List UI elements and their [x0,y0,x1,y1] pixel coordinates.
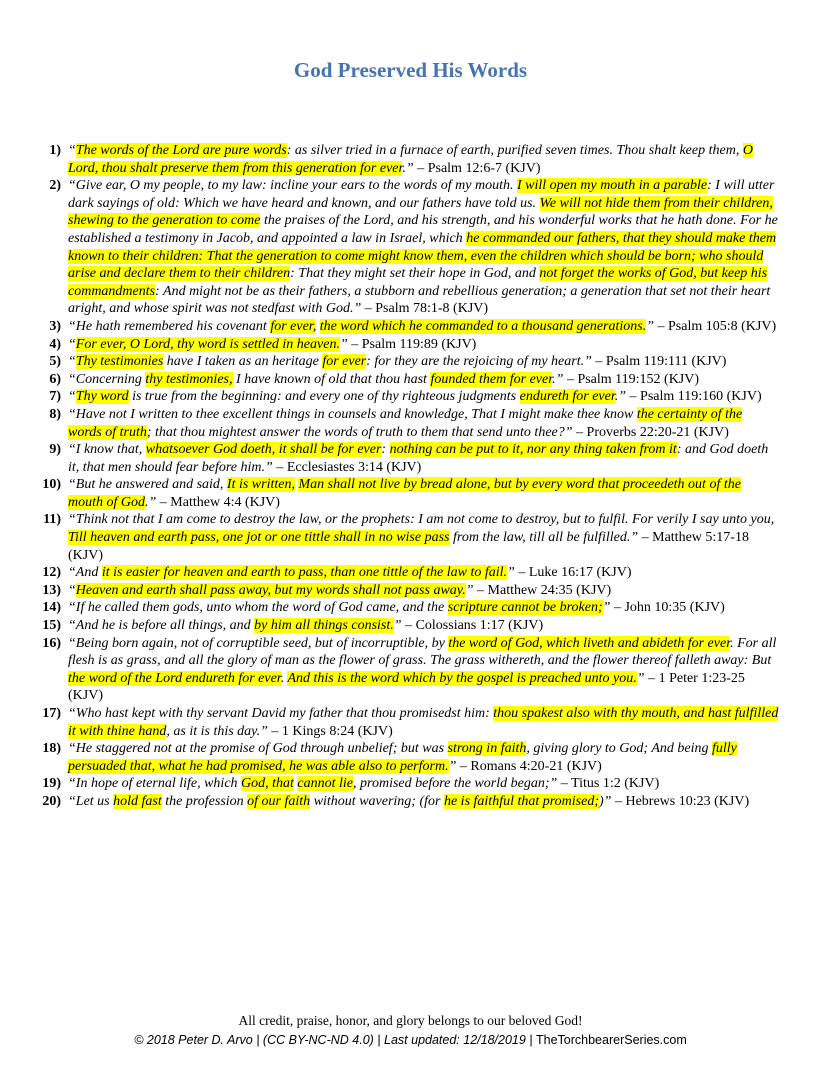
highlighted-text: founded them for ever [430,371,553,387]
quote-text: .” [402,160,418,176]
verse-number: 1) [49,143,61,158]
verse-number: 3) [49,318,61,334]
highlighted-text: he is faithful that promised; [443,793,600,809]
verse-item-9 [0,441,821,476]
verse-number: 18) [42,741,61,757]
highlighted-text: it is easier for heaven and earth to pass, than one tittle of the law to fail. [101,565,508,581]
verse-item-7 [0,388,821,406]
quote-text: “Give ear, O my people, to my law: incline your ears to the words of my mouth. [68,178,517,194]
verse-item-8 [0,406,821,441]
verse-text [68,476,779,511]
verse-text [68,371,779,389]
quote-text: : for they are the rejoicing of my heart.” [366,354,596,370]
verse-text [68,441,779,476]
quote-text: “Who hast kept with thy servant David my father that thou promisedst him: [68,706,494,721]
quote-text: “Being born again, not of corruptible seed, but of incorruptible, by [68,635,449,651]
verse-text [68,775,779,793]
quote-text: the praises of the Lord, and his strength, and his wonderful works that he hath done. For he established a testimony in Jacob, and appointed a law in Israel, which [68,213,778,246]
verse-reference: – Psalm 78:1-8 (KJV) [364,301,489,317]
quote-text: “ [68,143,76,158]
quote-text: ” [339,336,352,352]
verse-text [68,142,779,177]
verse-text [68,599,779,617]
quote-text: “ [68,336,76,352]
verse-reference: – Luke 16:17 (KJV) [518,565,632,581]
quote-text: : [381,442,390,458]
quote-text: : as silver tried in a furnace of earth, purified seven times. Thou shalt keep them, [286,143,743,158]
verse-item-5 [0,353,821,371]
quote-text: . [280,670,288,686]
verse-number: 13) [42,582,61,598]
highlighted-text: I will open my mouth in a parable [516,178,708,194]
quote-text: ” [646,318,658,334]
quote-text: “Let us [68,793,114,809]
quote-text: ” [448,758,460,774]
verse-item-1 [0,142,821,177]
verse-number: 16) [42,635,61,651]
quote-text: , giving glory to God; And being [526,741,712,757]
verse-item-2 [0,177,821,318]
verse-item-20 [0,793,821,811]
verse-text [68,388,779,406]
highlighted-text: strong in faith [447,741,527,757]
page-title: God Preserved His Words [293,58,528,82]
verse-text [68,705,779,740]
verse-number: 9) [49,442,61,458]
verse-item-11 [0,511,821,564]
highlighted-text: Man shall not live by bread alone, but by every word that proceedeth out of the mouth of God [68,477,741,510]
verse-number: 15) [42,618,61,634]
verse-text [68,177,779,318]
verse-text [68,511,779,564]
verse-reference: – Ecclesiastes 3:14 (KJV) [276,459,422,475]
verse-text [68,406,779,441]
verse-reference: – Psalm 119:152 (KJV) [566,371,700,387]
verse-item-19 [0,775,821,793]
verse-item-10 [0,476,821,511]
quote-text: : And might not be as their fathers, a stubborn and rebellious generation; a generation that set not their heart aright, and whose spirit was not stedfast with God.” [68,283,771,317]
verse-number: 11) [43,512,61,528]
verse-number: 5) [49,354,61,370]
quote-text: .” [552,371,567,387]
quote-text: ” [636,670,649,686]
quote-text: “I know that, [68,442,146,458]
quote-text: , as it is this day.” [166,723,272,739]
verse-item-16 [0,635,821,705]
verse-number: 4) [49,336,61,352]
highlighted-text: hold fast [113,793,162,809]
verse-number: 20) [42,793,61,809]
verse-item-17 [0,705,821,740]
verse-reference: – Psalm 12:6-7 (KJV) [417,160,541,176]
highlighted-text: thy testimonies, [145,371,233,387]
highlighted-text: God, that [241,776,294,792]
quote-text: is true from the beginning: and every one of thy righteous judgments [128,389,520,405]
quote-text: “Concerning [68,371,146,387]
footer [0,1012,821,1049]
quote-text: “ [68,354,76,370]
quote-text: the profession [161,793,248,809]
verse-text [68,740,779,775]
verse-reference: – 1 Peter 1:23-25 (KJV) [68,670,745,704]
quote-text: “And [68,565,102,581]
highlighted-text: the word of the Lord endureth for ever [68,670,281,686]
highlighted-text: the word which he commanded to a thousand generations. [319,318,647,334]
verse-reference: – Romans 4:20-21 (KJV) [459,758,602,774]
verse-text [68,793,779,811]
highlighted-text: thou spakest also with thy mouth, and hast fulfilled it with thine hand [68,706,779,739]
verse-reference: – Colossians 1:17 (KJV) [405,618,544,634]
verse-reference: – Hebrews 10:23 (KJV) [614,793,750,809]
verse-number: 17) [42,706,61,721]
quote-text: “Think not that I am come to destroy the law, or the prophets: I am not come to destroy, but to fulfil. For verily I say unto you, [68,512,775,528]
highlighted-text: scripture cannot be broken; [447,600,603,616]
verse-reference: – Psalm 119:111 (KJV) [595,354,727,370]
verse-item-18 [0,740,821,775]
footer-credit-line: All credit, praise, honor, and glory belongs to our beloved God! [238,1013,583,1028]
quote-text: without wavering; (for [310,793,444,809]
verse-number: 8) [49,406,61,422]
verse-item-3 [0,318,821,336]
highlighted-text: he commanded our fathers, that they should make them known to their children: That the generation to come might know them, even the children which should be born; who should arise and declare them to their children [68,230,777,282]
quote-text: from the law, till all be fulfilled.” [449,530,642,546]
quote-text: have I taken as an heritage [163,354,323,370]
verse-reference: – Psalm 119:89 (KJV) [351,336,477,352]
verse-reference: – 1 Kings 8:24 (KJV) [271,723,393,739]
verse-item-4 [0,336,821,354]
highlighted-text: For ever, O Lord, thy word is settled in heaven. [75,336,340,352]
quote-text: ” [602,600,614,616]
verse-reference: – Titus 1:2 (KJV) [560,776,660,792]
verse-reference: – Matthew 4:4 (KJV) [159,494,280,510]
verse-text [68,635,779,705]
highlighted-text: cannot lie [297,776,354,792]
site-name: TheTorchbearerSeries.com [536,1033,687,1047]
verse-number: 10) [42,477,61,493]
footer-copyright-line [0,1032,821,1049]
highlighted-text: nothing can be put to it, nor any thing taken from it [389,442,677,458]
quote-text: : I will utter dark sayings of old: Which we have heard and known, and our fathers have told us. [68,178,775,211]
quote-text: .” [145,494,160,510]
verse-number: 12) [42,565,61,581]
highlighted-text: not forget the works of God, but keep his commandments [68,266,768,299]
quote-text: )” [599,793,615,809]
highlighted-text: by him all things consist. [254,618,394,634]
highlighted-text: for ever [322,354,367,370]
quote-text: ” [507,565,519,581]
verse-item-6 [0,371,821,389]
verse-item-14 [0,599,821,617]
highlighted-text: We will not hide them from their children, shewing to the generation to come [68,195,773,229]
highlighted-text: the word of God, which liveth and abideth for ever [448,635,731,651]
quote-text: “Have not I written to thee excellent things in counsels and knowledge, That I might make thee know [68,406,637,422]
highlighted-text: Heaven and earth shall pass away, but my words shall not pass away. [75,582,466,598]
highlighted-text: And this is the word which by the gospel is preached unto you. [287,670,637,686]
quote-text: “If he called them gods, unto whom the word of God came, and the [68,600,448,616]
quote-text: “In hope of eternal life, which [68,776,242,792]
verse-text [68,353,779,371]
quote-text: : That they might set their hope in God, and [290,266,540,282]
quote-text: ” [393,618,406,634]
verse-number: 14) [42,600,61,616]
quote-text: .” [614,389,630,405]
verse-item-12 [0,564,821,582]
verse-text [68,336,779,354]
highlighted-text: The words of the Lord are pure words [75,143,287,158]
verse-item-13 [0,582,821,600]
verse-reference: – John 10:35 (KJV) [613,600,725,616]
quote-text: ; that thou mightest answer the words of truth to them that send unto thee?” [146,424,577,440]
quote-text: “He staggered not at the promise of God through unbelief; but was [68,741,448,757]
highlighted-text: It is written, [226,477,295,493]
verse-reference: – Proverbs 22:20-21 (KJV) [576,424,729,440]
highlighted-text: whatsoever God doeth, it shall be for ever [145,442,382,458]
verse-number: 6) [49,371,61,387]
verse-text [68,582,779,600]
verse-text [68,617,779,635]
verse-text [68,318,779,336]
verse-list [0,142,821,811]
verse-reference: – Matthew 5:17-18 (KJV) [68,530,749,563]
verse-reference: – Matthew 24:35 (KJV) [477,582,612,598]
verse-reference: – Psalm 105:8 (KJV) [657,318,777,334]
quote-text: “ [68,389,76,405]
quote-text: “ [68,582,76,598]
highlighted-text: O Lord, thou shalt preserve them from this generation for ever [68,143,753,176]
quote-text: “And he is before all things, and [68,618,255,634]
highlighted-text: Thy word [75,389,129,405]
verse-number: 2) [49,178,61,194]
copyright-text: © 2018 Peter D. Arvo | (CC BY-NC-ND 4.0) | Last updated: 12/18/2019 | [134,1033,536,1047]
verse-text [68,564,779,582]
highlighted-text: Thy testimonies [75,354,164,370]
quote-text: ” [465,582,478,598]
verse-reference: – Psalm 119:160 (KJV) [629,389,762,405]
highlighted-text: of our faith [247,793,311,809]
verse-item-15 [0,617,821,635]
verse-number: 19) [42,776,61,792]
highlighted-text: fully persuaded that, what he had promised, he was able also to perform. [68,741,737,774]
highlighted-text: the certainty of the words of truth [68,406,743,440]
highlighted-text: endureth for ever [519,389,615,405]
quote-text: . For all flesh is as grass, and all the glory of man as the flower of grass. The grass withereth, and the flower thereof falleth away: But [68,635,777,669]
quote-text: I have known of old that thou hast [232,371,431,387]
quote-text: “But he answered and said, [68,477,227,493]
highlighted-text: for ever, [270,318,317,334]
quote-text: , promised before the world began;” [353,776,561,792]
highlighted-text: Till heaven and earth pass, one jot or one tittle shall in no wise pass [68,530,450,546]
quote-text: “He hath remembered his covenant [68,318,271,334]
verse-number: 7) [49,389,61,405]
quote-text: : and God doeth it, that men should fear before him.” [68,442,769,475]
